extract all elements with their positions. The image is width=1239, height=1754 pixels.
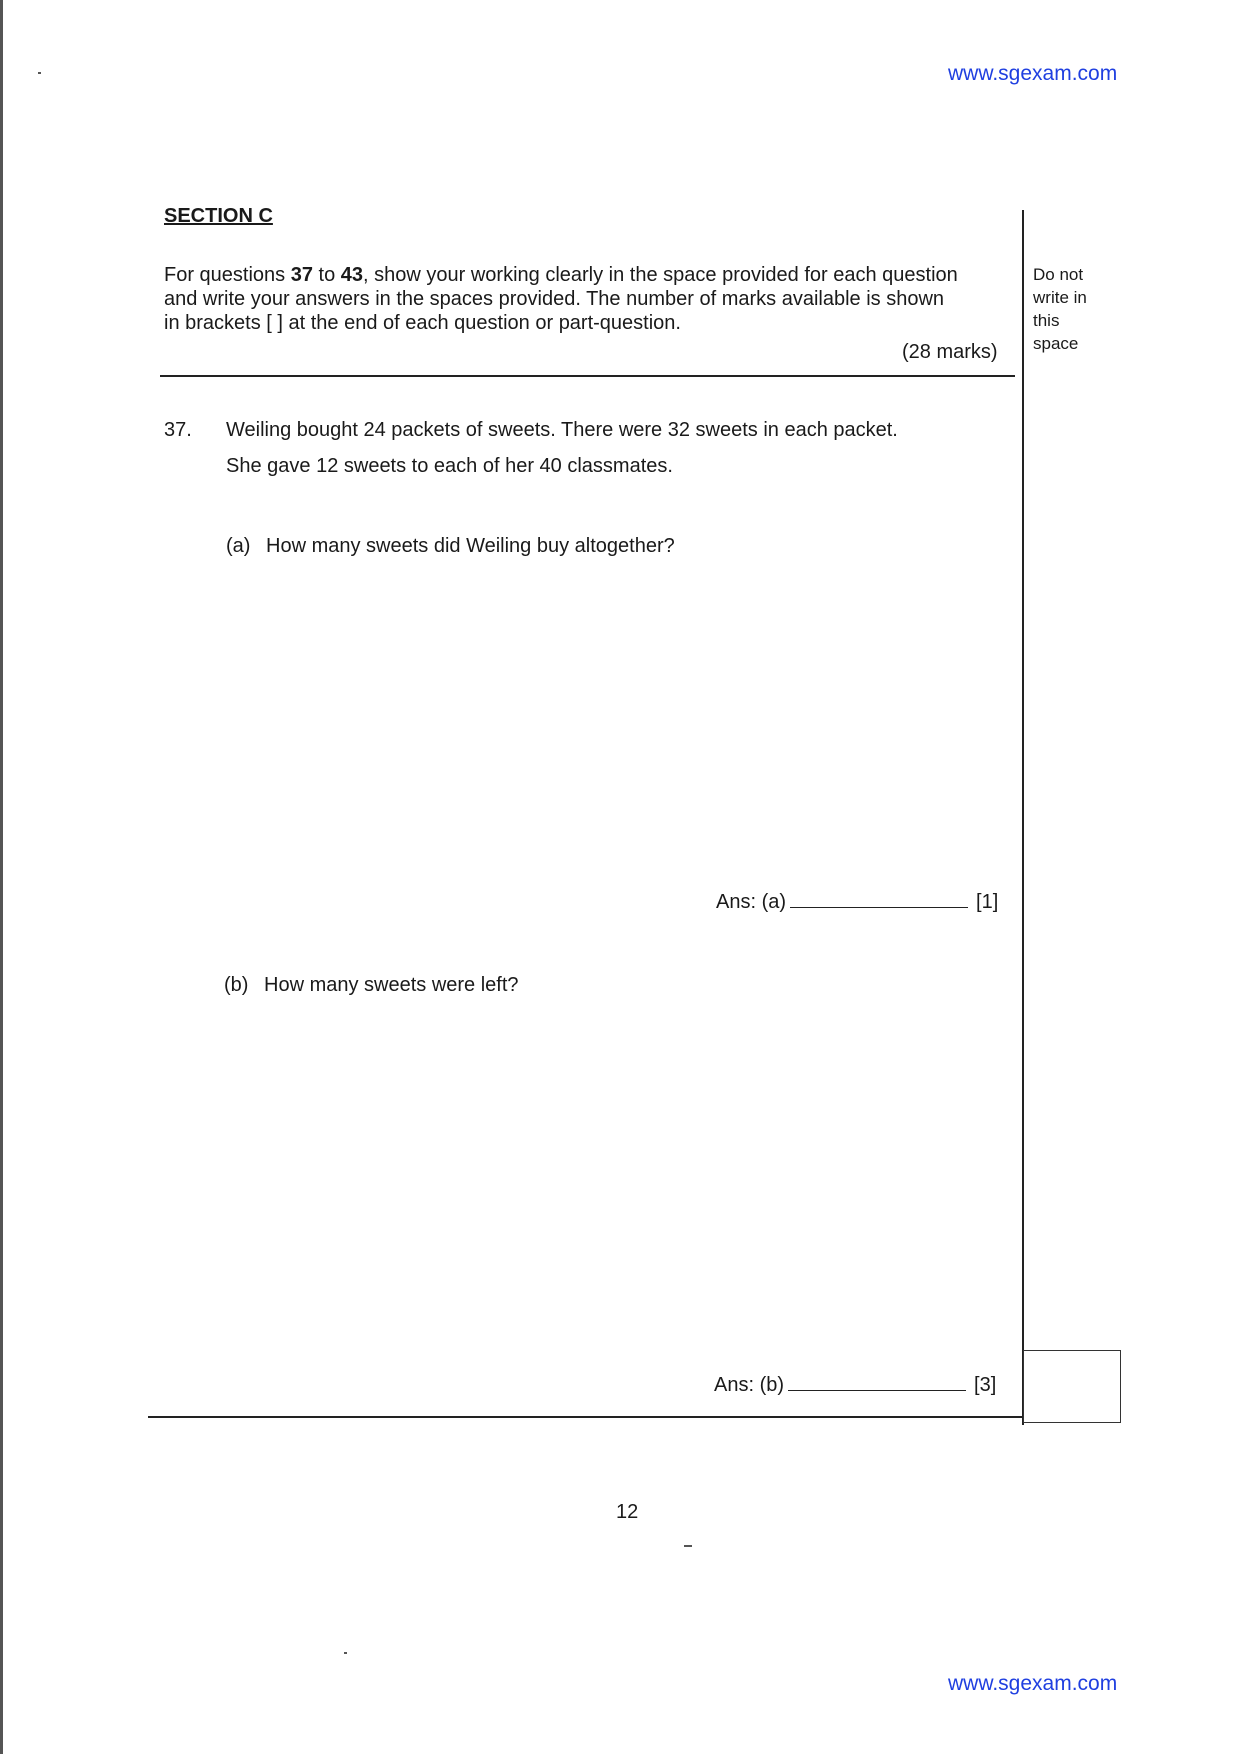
part-b-question: How many sweets were left?	[264, 974, 519, 996]
instructions-line-1: For questions 37 to 43, show your working clearly in the space provided for each question	[164, 264, 958, 286]
part-a-answer-label: Ans: (a)	[716, 891, 787, 913]
instructions-line-3: in brackets [ ] at the end of each question or part-question.	[164, 312, 681, 334]
examiner-marks-box[interactable]	[1023, 1350, 1121, 1423]
header-url[interactable]: www.sgexam.com	[948, 62, 1118, 85]
scan-speck	[344, 1652, 347, 1654]
margin-note-line: Do not	[1033, 265, 1084, 284]
margin-note-line: space	[1033, 334, 1079, 353]
section-title: SECTION C	[164, 205, 273, 227]
part-b-answer-label: Ans: (b)	[714, 1374, 785, 1396]
question-divider	[148, 1416, 1023, 1418]
part-b-label: (b)	[224, 974, 249, 996]
part-b-marks: [3]	[974, 1374, 997, 1396]
scan-speck	[684, 1545, 692, 1547]
part-a-question: How many sweets did Weiling buy altogether?	[266, 535, 675, 557]
scan-speck	[38, 72, 41, 74]
footer-url[interactable]: www.sgexam.com	[948, 1672, 1118, 1695]
question-stem-line-2: She gave 12 sweets to each of her 40 classmates.	[226, 455, 673, 477]
total-marks: (28 marks)	[902, 341, 998, 363]
part-b-answer-row	[714, 1372, 996, 1397]
question-stem-line-1: Weiling bought 24 packets of sweets. There were 32 sweets in each packet.	[226, 419, 898, 441]
part-b-answer-blank[interactable]	[788, 1372, 966, 1391]
margin-note-line: this	[1033, 311, 1060, 330]
margin-rule	[1022, 210, 1024, 1425]
scan-edge	[0, 0, 3, 1754]
part-a-label: (a)	[226, 535, 251, 557]
instructions-line-2: and write your answers in the spaces provided. The number of marks available is shown	[164, 288, 945, 310]
margin-note	[1033, 263, 1087, 355]
section-divider	[160, 375, 1015, 377]
question-number: 37.	[164, 419, 192, 441]
part-a-answer-blank[interactable]	[790, 889, 968, 908]
page-number: 12	[616, 1501, 639, 1523]
part-a-answer-row	[716, 889, 998, 914]
margin-note-line: write in	[1033, 288, 1087, 307]
part-a-marks: [1]	[976, 891, 999, 913]
